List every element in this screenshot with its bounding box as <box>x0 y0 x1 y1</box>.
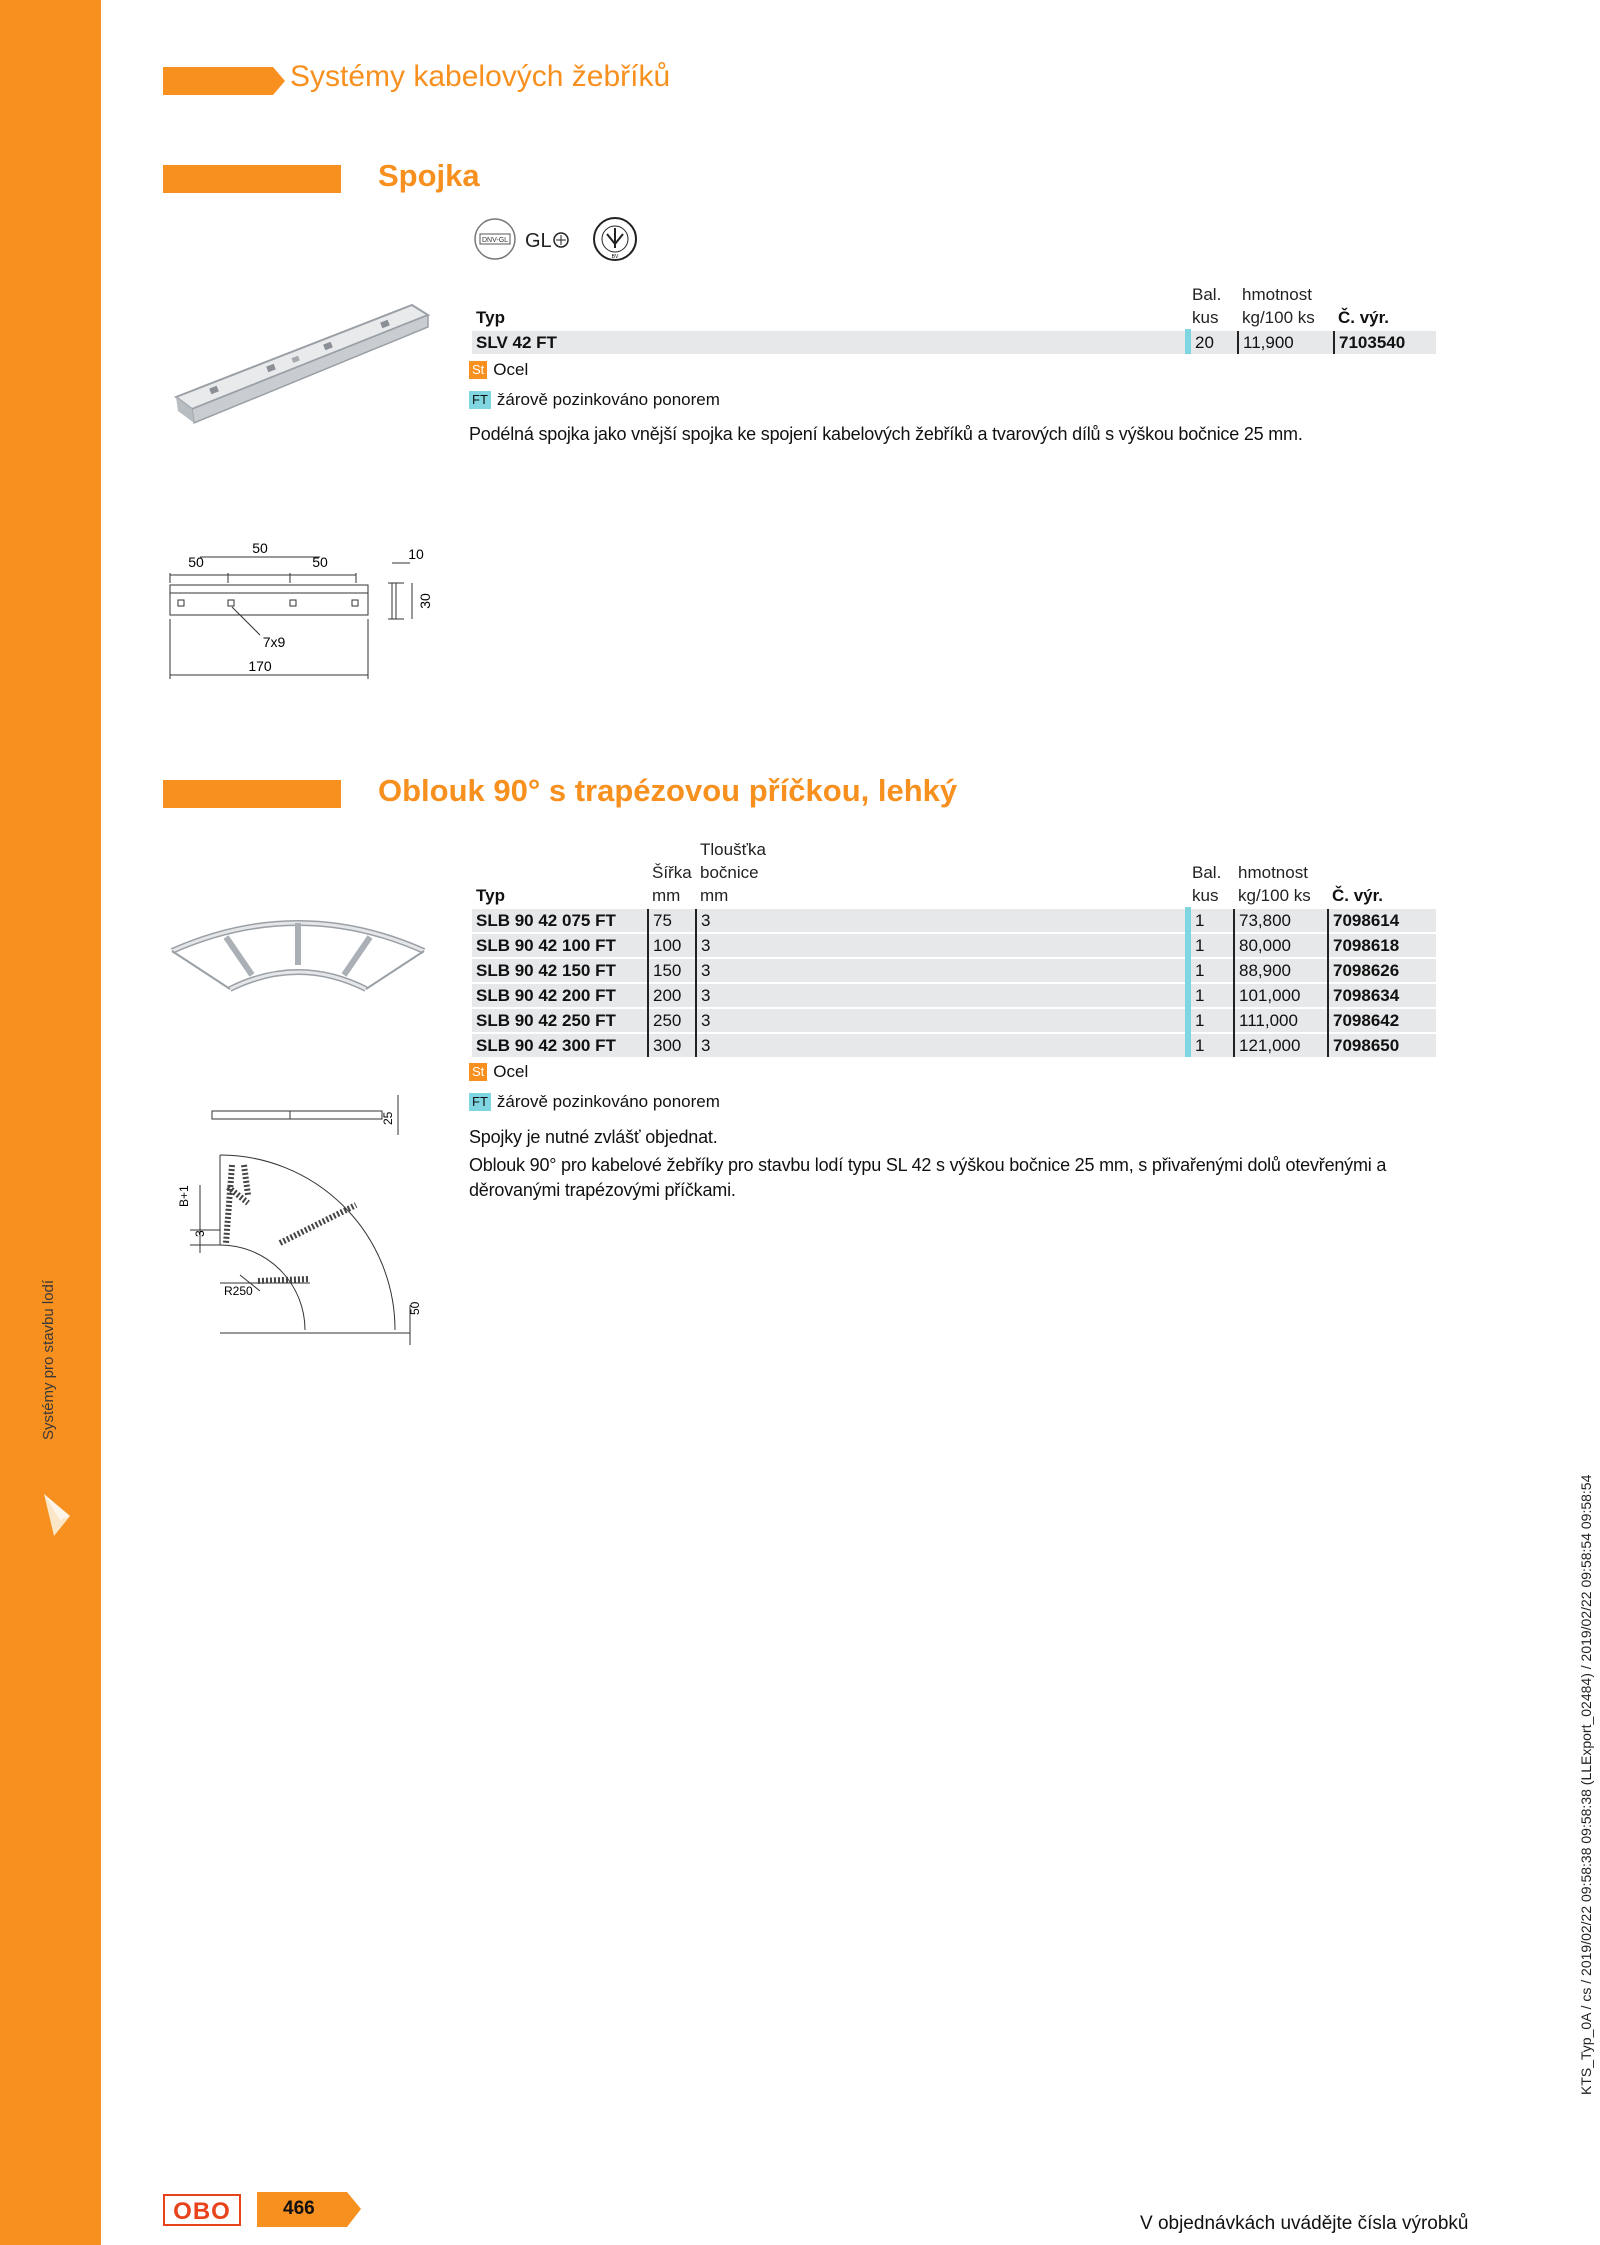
cell-bal: 1 <box>1188 958 1234 983</box>
tag-st: St <box>469 1063 487 1081</box>
table-row <box>472 908 1436 933</box>
material-finish <box>469 390 720 410</box>
material-steel <box>469 360 528 380</box>
svg-text:50: 50 <box>252 540 268 556</box>
svg-text:50: 50 <box>312 554 328 570</box>
cell-width: 75 <box>648 908 696 933</box>
table-row <box>472 330 1436 354</box>
product-table-splice <box>472 283 1436 354</box>
cell-width: 150 <box>648 958 696 983</box>
cell-thick: 3 <box>696 933 1188 958</box>
cell-art: 7098650 <box>1328 1033 1436 1057</box>
export-metadata: KTS_Typ_0A / cs / 2019/02/22 09:58:38 09:58:38 (LLExport_02484) / 2019/02/22 09:58:54 09:58:54 <box>1578 1474 1594 2095</box>
material-finish <box>469 1092 720 1112</box>
svg-text:50: 50 <box>188 554 204 570</box>
obo-logo <box>163 2194 241 2226</box>
cell-weight: 80,000 <box>1234 933 1328 958</box>
dnv-gl-logo <box>475 219 515 259</box>
cell-typ: SLB 90 42 100 FT <box>472 933 648 958</box>
cell-art: 7098626 <box>1328 958 1436 983</box>
material-steel <box>469 1062 528 1082</box>
cell-typ: SLB 90 42 200 FT <box>472 983 648 1008</box>
col-typ: Typ <box>476 886 505 905</box>
cell-thick: 3 <box>696 958 1188 983</box>
table-row <box>472 1008 1436 1033</box>
svg-text:170: 170 <box>248 658 272 674</box>
svg-text:R250: R250 <box>224 1284 253 1298</box>
material-finish-label: žárově pozinkováno ponorem <box>496 1092 720 1111</box>
col-weight-top: hmotnost <box>1242 285 1312 304</box>
cell-weight: 11,900 <box>1238 330 1334 354</box>
svg-text:BV: BV <box>611 254 619 260</box>
cell-typ: SLB 90 42 300 FT <box>472 1033 648 1057</box>
section1-description: Podélná spojka jako vnější spojka ke spojení kabelových žebříků a tvarových dílů s výškou bočnice 25 mm. <box>469 424 1303 444</box>
cell-art: 7103540 <box>1334 330 1436 354</box>
col-bal-bottom: kus <box>1192 308 1219 327</box>
cell-bal: 20 <box>1188 330 1238 354</box>
ship-mark-icon <box>40 1490 74 1538</box>
col-weight-bottom: kg/100 ks <box>1238 886 1311 905</box>
svg-text:7x9: 7x9 <box>262 634 286 650</box>
cell-bal: 1 <box>1188 983 1234 1008</box>
page-number: 466 <box>283 2198 315 2219</box>
col-typ: Typ <box>476 308 505 327</box>
cell-bal: 1 <box>1188 933 1234 958</box>
table-row <box>472 933 1436 958</box>
svg-text:10: 10 <box>408 546 424 562</box>
table-row <box>472 1033 1436 1057</box>
product-image-splice <box>172 285 432 435</box>
cell-art: 7098618 <box>1328 933 1436 958</box>
sidebar-label: Systémy pro stavbu lodí <box>40 1279 57 1440</box>
table-row <box>472 983 1436 1008</box>
col-weight-top: hmotnost <box>1238 863 1308 882</box>
col-bal-top: Bal. <box>1192 863 1222 882</box>
section2-accent-bar <box>163 780 341 808</box>
cell-thick: 3 <box>696 983 1188 1008</box>
product-table-bend <box>472 838 1436 1057</box>
col-thick-top: Tloušťka <box>700 840 766 859</box>
tag-st: St <box>469 361 487 379</box>
cert-logos <box>470 214 645 264</box>
cell-weight: 101,000 <box>1234 983 1328 1008</box>
svg-text:30: 30 <box>417 593 433 609</box>
header-title: Systémy kabelových žebříků <box>290 60 671 93</box>
footer-note: V objednávkách uvádějte čísla výrobků <box>1140 2213 1469 2234</box>
svg-text:OBO: OBO <box>173 2198 231 2225</box>
drawing-bend <box>160 1095 440 1345</box>
col-width-unit: mm <box>652 886 681 905</box>
cell-bal: 1 <box>1188 1008 1234 1033</box>
cell-typ: SLB 90 42 075 FT <box>472 908 648 933</box>
sidebar-strip <box>0 0 101 2245</box>
section1-title: Spojka <box>378 158 480 193</box>
section1-accent-bar <box>163 165 341 193</box>
cell-weight: 111,000 <box>1234 1008 1328 1033</box>
cell-weight: 121,000 <box>1234 1033 1328 1057</box>
cell-typ: SLB 90 42 250 FT <box>472 1008 648 1033</box>
cell-art: 7098642 <box>1328 1008 1436 1033</box>
cell-bal: 1 <box>1188 908 1234 933</box>
cell-bal: 1 <box>1188 1033 1234 1057</box>
header-accent-bar <box>163 67 273 95</box>
col-bal-bottom: kus <box>1192 886 1219 905</box>
section2-description: Oblouk 90° pro kabelové žebříky pro stavbu lodí typu SL 42 s výškou bočnice 25 mm, s přivařenými dolů otevřenými a děrovanými trapézovými příčkami. <box>469 1155 1387 1200</box>
drawing-splice <box>160 535 440 695</box>
cell-art: 7098614 <box>1328 908 1436 933</box>
cell-typ: SLV 42 FT <box>472 330 1188 354</box>
tag-ft: FT <box>469 1093 491 1111</box>
cell-width: 200 <box>648 983 696 1008</box>
svg-text:DNV-GL: DNV-GL <box>481 237 509 244</box>
cell-width: 300 <box>648 1033 696 1057</box>
svg-text:3: 3 <box>193 1230 207 1237</box>
section2-title: Oblouk 90° s trapézovou příčkou, lehký <box>378 773 958 808</box>
cell-art: 7098634 <box>1328 983 1436 1008</box>
cell-typ: SLB 90 42 150 FT <box>472 958 648 983</box>
gl-logo <box>525 230 568 252</box>
cell-weight: 73,800 <box>1234 908 1328 933</box>
col-art: Č. výr. <box>1332 886 1384 905</box>
col-art: Č. výr. <box>1338 308 1390 327</box>
col-thick-unit: mm <box>700 886 729 905</box>
col-thick-mid: bočnice <box>700 863 759 882</box>
col-width-top: Šířka <box>652 863 692 882</box>
cell-thick: 3 <box>696 908 1188 933</box>
tag-ft: FT <box>469 391 491 409</box>
cell-width: 100 <box>648 933 696 958</box>
svg-text:GL: GL <box>525 230 552 252</box>
bv-logo <box>594 218 636 260</box>
col-weight-bottom: kg/100 ks <box>1242 308 1315 327</box>
material-finish-label: žárově pozinkováno ponorem <box>496 390 720 409</box>
svg-text:50: 50 <box>408 1301 422 1315</box>
section2-note: Spojky je nutné zvlášť objednat. <box>469 1127 718 1147</box>
cell-thick: 3 <box>696 1008 1188 1033</box>
product-image-bend <box>168 905 436 1005</box>
material-steel-label: Ocel <box>493 360 529 379</box>
cell-thick: 3 <box>696 1033 1188 1057</box>
svg-text:B+1: B+1 <box>177 1185 191 1207</box>
col-bal-top: Bal. <box>1192 285 1222 304</box>
cell-weight: 88,900 <box>1234 958 1328 983</box>
svg-text:25: 25 <box>381 1111 395 1125</box>
material-steel-label: Ocel <box>493 1062 529 1081</box>
cell-width: 250 <box>648 1008 696 1033</box>
table-row <box>472 958 1436 983</box>
